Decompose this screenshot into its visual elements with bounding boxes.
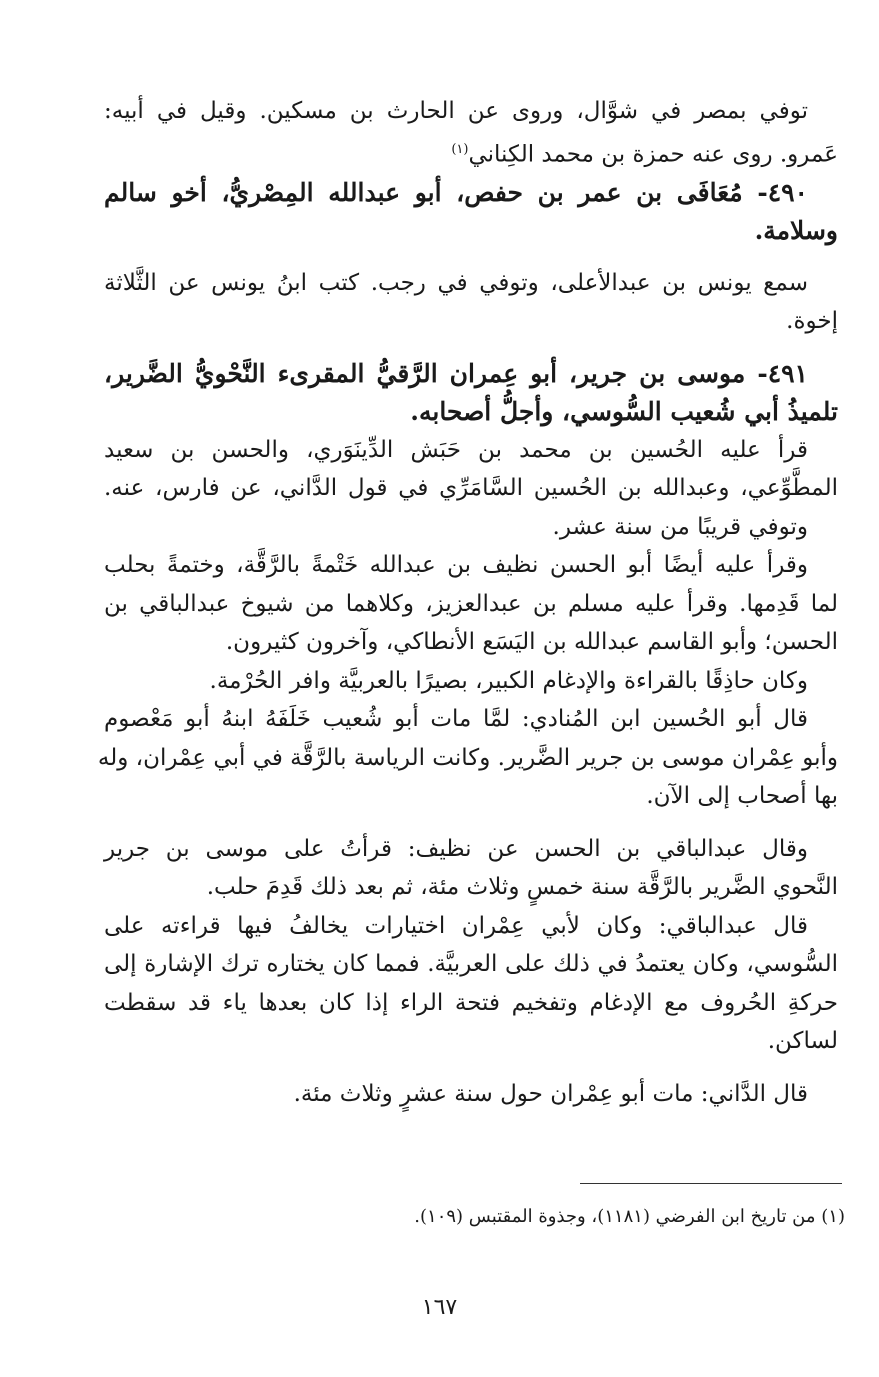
footnote-separator — [580, 1183, 842, 1184]
text-line: قال الدَّاني: مات أبو عِمْران حول سنة عشرٍ وثلاث مئة. — [293, 1080, 808, 1107]
text-line: وتوفي قريبًا من سنة عشر. — [552, 513, 808, 540]
text-line: قرأ عليه الحُسين بن محمد بن حَبَش الدِّينَوَري، والحسن بن سعيد — [104, 436, 808, 463]
text-line: وقال عبدالباقي بن الحسن عن نظيف: قرأتُ على موسى بن جرير — [104, 835, 808, 862]
entry-heading-490: ٤٩٠- مُعَافَى بن عمر بن حفص، أبو عبدالله المِصْريُّ، أخو سالم — [104, 177, 808, 207]
paragraph-gap — [104, 341, 838, 355]
text-line: المطَّوِّعي، وعبدالله بن الحُسين السَّامَرِّي في قول الدَّاني، عن فارس، عنه. — [104, 475, 838, 502]
text-line: لساكن. — [767, 1028, 838, 1055]
text-line: بها أصحاب إلى الآن. — [646, 783, 838, 810]
footnote-reference: (١) — [451, 141, 469, 157]
entry-heading-491-cont: تلميذُ أبي شُعيب السُّوسي، وأجلُّ أصحابه. — [410, 396, 838, 426]
text-line: قال أبو الحُسين ابن المُنادي: لمَّا مات أبو شُعيب خَلَفَهُ ابنهُ أبو مَعْصوم — [104, 706, 808, 733]
paragraph-gap — [104, 816, 838, 830]
footnote-marker: (١) — [821, 1206, 845, 1227]
text-line: وأبو عِمْران موسى بن جرير الضَّرير. وكانت الرياسة بالرَّقَّة في أبي عِمْران، وله — [97, 744, 838, 771]
paragraph-gap — [104, 250, 838, 264]
text-line: حركةِ الحُروف مع الإدغام وتفخيم فتحة الراء إذا كان بعدها ياء قد سقطت — [104, 989, 838, 1016]
text-line-content: عَمرو. روى عنه حمزة بن محمد الكِناني — [468, 141, 838, 168]
entry-heading-491: ٤٩١- موسى بن جرير، أبو عِمران الرَّقيُّ المقرىء النَّحْويُّ الضَّرير، — [104, 358, 808, 388]
text-line: إخوة. — [786, 308, 838, 335]
text-line: سمع يونس بن عبدالأعلى، وتوفي في رجب. كتب ابنُ يونس عن الثَّلاثة — [104, 269, 808, 296]
text-line — [104, 131, 838, 174]
text-line: وقرأ عليه أيضًا أبو الحسن نظيف بن عبدالله خَتْمةً بالرَّقَّة، وختمةً بحلب — [104, 552, 808, 579]
paragraph-gap — [104, 1061, 838, 1075]
text-line: السُّوسي، وكان يعتمدُ في ذلك على العربيَّة. فمما كان يختاره ترك الإشارة إلى — [104, 951, 838, 978]
text-line: وكان حاذِقًا بالقراءة والإدغام الكبير، بصيرًا بالعربيَّة وافر الحُرْمة. — [209, 667, 808, 694]
page-number: ١٦٧ — [421, 1295, 458, 1320]
text-line: الحسن؛ وأبو القاسم عبدالله بن اليَسَع الأنطاكي، وآخرون كثيرون. — [225, 629, 838, 656]
text-line: لما قَدِمها. وقرأ عليه مسلم بن عبدالعزيز، وكلاهما من شيوخ عبدالباقي بن — [104, 590, 838, 617]
footnote — [300, 1203, 845, 1231]
entry-heading-490-cont: وسلامة. — [754, 215, 838, 245]
text-line: توفي بمصر في شوَّال، وروى عن الحارث بن مسكين. وقيل في أبيه: — [104, 98, 808, 124]
text-line: النَّحوي الضَّرير بالرَّقَّة سنة خمسٍ وثلاث مئة، ثم بعد ذلك قَدِمَ حلب. — [206, 874, 838, 901]
page-body — [97, 92, 838, 1113]
footnote-text: من تاريخ ابن الفرضي (١١٨١)، وجذوة المقتبس (١٠٩). — [414, 1206, 816, 1227]
text-line: قال عبدالباقي: وكان لأبي عِمْران اختيارات يخالفُ فيها قراءته على — [104, 912, 808, 939]
